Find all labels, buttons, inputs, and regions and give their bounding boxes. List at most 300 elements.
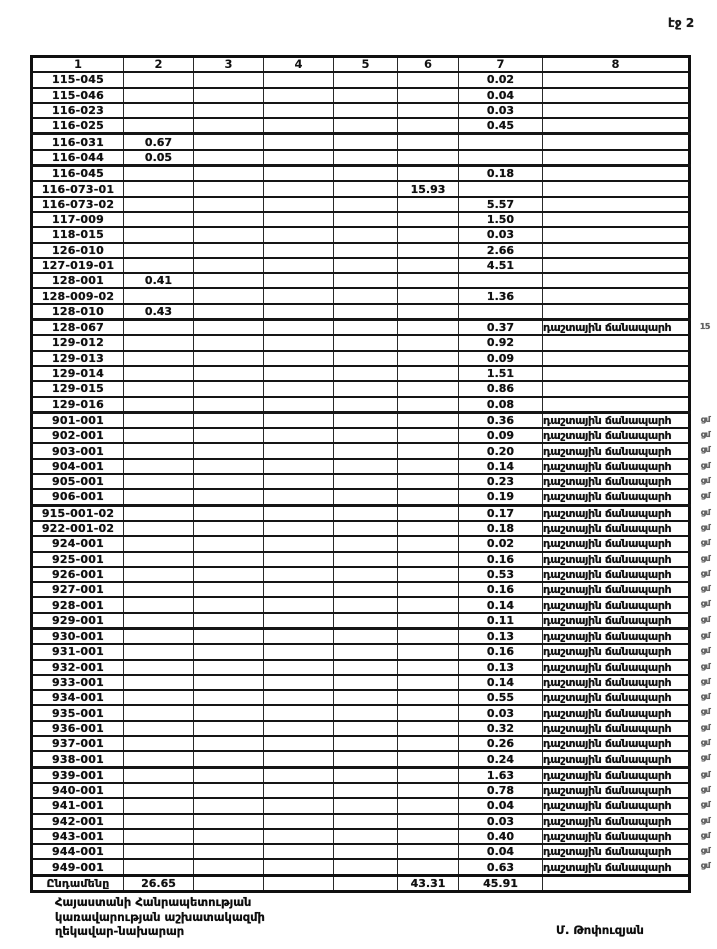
- value-cell: [459, 767, 543, 783]
- value-cell: [194, 443, 264, 458]
- value-cell: [124, 721, 194, 736]
- margin-mark: ցմ: [700, 738, 710, 748]
- value-cell: [398, 690, 459, 705]
- value-cell: [194, 597, 264, 612]
- annotation-cell: [543, 103, 690, 118]
- value-cell: [264, 181, 334, 196]
- land-code-cell: [32, 88, 124, 103]
- land-code-cell: [32, 150, 124, 166]
- cell-text: 4.51: [486, 259, 515, 272]
- value-cell: [459, 227, 543, 242]
- value-cell: [398, 597, 459, 612]
- cell-text: 128-010: [52, 304, 104, 318]
- margin-mark: ցմ: [700, 646, 710, 656]
- cell-text: դաշտային ճանապարհ: [543, 475, 672, 489]
- annotation-cell: [543, 521, 710, 536]
- value-cell: [334, 88, 398, 103]
- value-cell: [459, 567, 543, 582]
- value-cell: [398, 288, 459, 303]
- value-cell: [459, 243, 543, 258]
- value-cell: [194, 844, 264, 859]
- value-cell: [264, 150, 334, 166]
- value-cell: [398, 552, 459, 567]
- value-cell: [264, 505, 334, 521]
- value-cell: [264, 134, 334, 150]
- cell-text: 937-001: [52, 737, 104, 751]
- cell-text: 939-001: [52, 768, 104, 782]
- table-row: [32, 197, 690, 212]
- value-cell: [398, 521, 459, 536]
- value-cell: [459, 751, 543, 767]
- value-cell: [124, 628, 194, 644]
- cell-text: 0.37: [486, 321, 515, 335]
- margin-mark: ցմ: [700, 599, 710, 609]
- value-cell: [194, 72, 264, 87]
- value-cell: [459, 597, 543, 612]
- value-cell: [334, 814, 398, 829]
- value-cell: [459, 552, 543, 567]
- value-cell: [194, 197, 264, 212]
- value-cell: [459, 829, 543, 844]
- cell-text: դաշտային ճանապարհ: [543, 768, 672, 782]
- value-cell: [194, 751, 264, 767]
- annotation-cell: [543, 227, 690, 242]
- value-cell: [398, 721, 459, 736]
- value-cell: [334, 72, 398, 87]
- value-cell: [334, 736, 398, 751]
- value-cell: [264, 412, 334, 428]
- table-row: [32, 72, 690, 87]
- value-cell: [334, 829, 398, 844]
- value-cell: [194, 381, 264, 396]
- value-cell: [194, 521, 264, 536]
- value-cell: [124, 381, 194, 396]
- value-cell: [459, 644, 543, 659]
- value-cell: [264, 628, 334, 644]
- cell-text: 944-001: [52, 845, 104, 859]
- value-cell: [194, 118, 264, 134]
- cell-text: 0.02: [486, 537, 515, 551]
- value-cell: [264, 459, 334, 474]
- land-code-cell: [32, 536, 124, 551]
- cell-text: 940-001: [52, 784, 104, 798]
- value-cell: [194, 181, 264, 196]
- value-cell: [459, 798, 543, 813]
- annotation-cell: [543, 552, 710, 567]
- value-cell: [459, 505, 543, 521]
- cell-text: 129-014: [52, 367, 104, 381]
- annotation-cell: [543, 536, 710, 551]
- cell-text: 129-013: [52, 351, 104, 365]
- value-cell: [334, 243, 398, 258]
- value-cell: [334, 134, 398, 150]
- cell-text: 129-015: [52, 382, 104, 396]
- value-cell: [264, 705, 334, 720]
- value-cell: [334, 459, 398, 474]
- value-cell: [459, 134, 543, 150]
- annotation-cell: [543, 443, 710, 458]
- value-cell: [194, 736, 264, 751]
- land-code-cell: [32, 351, 124, 366]
- value-cell: [459, 459, 543, 474]
- value-cell: [264, 258, 334, 273]
- value-cell: [334, 103, 398, 118]
- value-cell: [334, 783, 398, 798]
- value-cell: [459, 613, 543, 629]
- footer-line: ղեկավար-նախարար: [55, 924, 185, 939]
- cell-text: 0.24: [486, 752, 515, 766]
- annotation-cell: [543, 381, 690, 396]
- value-cell: [194, 474, 264, 489]
- value-cell: [264, 304, 334, 320]
- total-value-cell: 26.65: [124, 875, 194, 891]
- land-code-cell: [32, 288, 124, 303]
- value-cell: [194, 783, 264, 798]
- value-cell: [264, 118, 334, 134]
- value-cell: [194, 258, 264, 273]
- value-cell: [194, 366, 264, 381]
- cell-text: 115-046: [52, 88, 104, 102]
- cell-text: 0.16: [486, 583, 515, 597]
- value-cell: [124, 844, 194, 859]
- value-cell: [264, 859, 334, 875]
- table-row: [32, 88, 690, 103]
- annotation-cell: [543, 567, 710, 582]
- value-cell: [398, 474, 459, 489]
- value-cell: [194, 459, 264, 474]
- cell-text: դաշտային ճանապարհ: [543, 583, 672, 597]
- margin-mark: ցմ: [700, 630, 710, 640]
- table-row: [32, 474, 690, 489]
- value-cell: [124, 397, 194, 413]
- land-code-cell: [32, 335, 124, 350]
- table-row: [32, 366, 690, 381]
- signatory-name: Մ. Թոփուզյան: [556, 923, 644, 937]
- cell-text: 0.09: [486, 429, 515, 443]
- value-cell: [398, 397, 459, 413]
- value-cell: [124, 459, 194, 474]
- value-cell: [194, 675, 264, 690]
- annotation-cell: [543, 273, 690, 288]
- value-cell: [264, 88, 334, 103]
- value-cell: [398, 859, 459, 875]
- value-cell: [459, 381, 543, 396]
- value-cell: [459, 258, 543, 273]
- value-cell: [264, 243, 334, 258]
- value-cell: [194, 628, 264, 644]
- cell-text: 0.09: [486, 351, 515, 365]
- table-row: [32, 412, 690, 428]
- margin-mark: ցմ: [700, 430, 710, 440]
- value-cell: [459, 783, 543, 798]
- value-cell: [459, 814, 543, 829]
- value-cell: [264, 489, 334, 505]
- cell-text: 932-001: [52, 660, 104, 674]
- value-cell: [264, 582, 334, 597]
- value-cell: [264, 72, 334, 87]
- land-code-cell: [32, 166, 124, 182]
- land-code-cell: [32, 844, 124, 859]
- value-cell: [124, 443, 194, 458]
- value-cell: [124, 227, 194, 242]
- value-cell: [124, 150, 194, 166]
- value-cell: [398, 505, 459, 521]
- value-cell: [398, 660, 459, 675]
- column-header: 4: [264, 57, 334, 73]
- value-cell: [124, 134, 194, 150]
- cell-text: 0.14: [486, 676, 515, 690]
- total-value-cell: [334, 875, 398, 891]
- value-cell: [334, 197, 398, 212]
- land-code-cell: [32, 212, 124, 227]
- value-cell: [459, 721, 543, 736]
- land-code-cell: [32, 118, 124, 134]
- total-value-cell: [264, 875, 334, 891]
- value-cell: [334, 505, 398, 521]
- value-cell: [124, 552, 194, 567]
- value-cell: [334, 705, 398, 720]
- value-cell: [334, 536, 398, 551]
- margin-mark: ցմ: [700, 414, 710, 424]
- table-row: [32, 166, 690, 182]
- cell-text: դաշտային ճանապարհ: [543, 537, 672, 551]
- page-number: էջ 2: [668, 16, 695, 30]
- value-cell: [194, 397, 264, 413]
- value-cell: [194, 150, 264, 166]
- annotation-cell: [543, 829, 710, 844]
- value-cell: [264, 736, 334, 751]
- cell-text: դաշտային ճանապարհ: [543, 613, 672, 627]
- margin-mark: ցմ: [700, 553, 710, 563]
- table-row: [32, 381, 690, 396]
- value-cell: [334, 597, 398, 612]
- table-row: [32, 767, 690, 783]
- footer-line: կառավարության աշխատակազմի: [55, 909, 265, 924]
- cell-text: 127-019-01: [41, 259, 115, 272]
- margin-mark: ցմ: [700, 661, 710, 671]
- value-cell: [264, 751, 334, 767]
- cell-text: 0.03: [486, 104, 515, 118]
- cell-text: 905-001: [52, 475, 104, 489]
- value-cell: [459, 150, 543, 166]
- value-cell: [334, 320, 398, 336]
- value-cell: [334, 613, 398, 629]
- value-cell: [124, 597, 194, 612]
- column-header: 6: [398, 57, 459, 73]
- value-cell: [124, 644, 194, 659]
- cell-text: դաշտային ճանապարհ: [543, 814, 672, 828]
- annotation-cell: [543, 72, 690, 87]
- annotation-cell: [543, 397, 690, 413]
- value-cell: [194, 166, 264, 182]
- value-cell: [334, 351, 398, 366]
- cell-text: 2.66: [486, 243, 515, 257]
- table-row: [32, 675, 690, 690]
- land-code-cell: [32, 582, 124, 597]
- cell-text: 904-001: [52, 459, 104, 473]
- value-cell: [459, 844, 543, 859]
- value-cell: [334, 273, 398, 288]
- cell-text: դաշտային ճանապարհ: [543, 691, 672, 705]
- table-row: [32, 103, 690, 118]
- cell-text: 901-001: [52, 413, 104, 427]
- cell-text: դաշտային ճանապարհ: [543, 444, 672, 458]
- cell-text: 0.16: [486, 645, 515, 659]
- cell-text: 0.11: [486, 613, 515, 627]
- margin-mark: ցմ: [700, 722, 710, 732]
- value-cell: [334, 859, 398, 875]
- value-cell: [459, 181, 543, 196]
- value-cell: [334, 628, 398, 644]
- cell-text: դաշտային ճանապարհ: [543, 752, 672, 766]
- cell-text: 927-001: [52, 583, 104, 597]
- margin-mark: ցմ: [700, 476, 710, 486]
- cell-text: դաշտային ճանապարհ: [543, 413, 672, 427]
- margin-mark: 15: [699, 322, 710, 332]
- value-cell: [194, 613, 264, 629]
- value-cell: [194, 103, 264, 118]
- value-cell: [398, 536, 459, 551]
- cell-text: դաշտային ճանապարհ: [543, 829, 672, 843]
- value-cell: [459, 288, 543, 303]
- value-cell: [398, 428, 459, 443]
- cell-text: 928-001: [52, 598, 104, 612]
- cell-text: 934-001: [52, 691, 104, 705]
- annotation-cell: [543, 304, 690, 320]
- value-cell: [459, 335, 543, 350]
- cell-text: 0.14: [486, 459, 515, 473]
- cell-text: 0.13: [486, 630, 515, 644]
- value-cell: [459, 103, 543, 118]
- table-row: [32, 721, 690, 736]
- value-cell: [194, 829, 264, 844]
- cell-text: 116-044: [52, 150, 104, 164]
- value-cell: [459, 443, 543, 458]
- land-code-cell: [32, 751, 124, 767]
- cell-text: 116-025: [52, 119, 104, 133]
- value-cell: [334, 428, 398, 443]
- land-code-cell: [32, 72, 124, 87]
- cell-text: դաշտային ճանապարհ: [543, 721, 672, 735]
- land-code-cell: [32, 381, 124, 396]
- annotation-cell: [543, 288, 690, 303]
- cell-text: 129-012: [52, 336, 104, 350]
- land-code-cell: [32, 675, 124, 690]
- cell-text: 129-016: [52, 397, 104, 411]
- value-cell: [194, 412, 264, 428]
- cell-text: 0.67: [144, 135, 173, 149]
- cell-text: 0.02: [486, 73, 515, 87]
- column-header: 7: [459, 57, 543, 73]
- annotation-cell: [543, 134, 690, 150]
- value-cell: [194, 767, 264, 783]
- table-row: [32, 397, 690, 413]
- value-cell: [334, 227, 398, 242]
- cell-text: դաշտային ճանապարհ: [543, 490, 672, 504]
- value-cell: [124, 613, 194, 629]
- value-cell: [124, 258, 194, 273]
- value-cell: [334, 552, 398, 567]
- value-cell: [334, 474, 398, 489]
- table-row: [32, 181, 690, 196]
- value-cell: [398, 798, 459, 813]
- table-row: [32, 644, 690, 659]
- value-cell: [124, 288, 194, 303]
- value-cell: [398, 489, 459, 505]
- value-cell: [124, 690, 194, 705]
- annotation-cell: [543, 751, 710, 767]
- value-cell: [334, 258, 398, 273]
- land-code-cell: [32, 644, 124, 659]
- cell-text: 0.63: [486, 860, 515, 874]
- value-cell: [334, 212, 398, 227]
- value-cell: [334, 751, 398, 767]
- cell-text: դաշտային ճանապարհ: [543, 522, 672, 536]
- value-cell: [124, 72, 194, 87]
- value-cell: [398, 134, 459, 150]
- cell-text: 116-045: [52, 167, 104, 181]
- margin-mark: ցմ: [700, 538, 710, 548]
- value-cell: [264, 690, 334, 705]
- value-cell: [124, 767, 194, 783]
- land-code-cell: [32, 134, 124, 150]
- value-cell: [334, 443, 398, 458]
- cell-text: 926-001: [52, 567, 104, 581]
- cell-text: 116-023: [52, 104, 104, 118]
- value-cell: [398, 166, 459, 182]
- table-row: [32, 783, 690, 798]
- value-cell: [459, 660, 543, 675]
- table-row: [32, 751, 690, 767]
- value-cell: [459, 351, 543, 366]
- value-cell: [264, 521, 334, 536]
- cell-text: դաշտային ճանապարհ: [543, 459, 672, 473]
- table-row: [32, 628, 690, 644]
- value-cell: [264, 397, 334, 413]
- value-cell: [124, 181, 194, 196]
- table-row: [32, 304, 690, 320]
- annotation-cell: [543, 335, 690, 350]
- table-row: [32, 459, 690, 474]
- table-row: [32, 351, 690, 366]
- value-cell: [194, 567, 264, 582]
- margin-mark: ցմ: [700, 676, 710, 686]
- value-cell: [194, 88, 264, 103]
- value-cell: [334, 660, 398, 675]
- cell-text: 942-001: [52, 814, 104, 828]
- cell-text: 0.19: [486, 490, 515, 504]
- value-cell: [398, 181, 459, 196]
- land-code-cell: [32, 597, 124, 612]
- total-value-cell: [543, 875, 690, 891]
- annotation-cell: [543, 844, 710, 859]
- annotation-cell: [543, 459, 710, 474]
- cell-text: 0.41: [144, 274, 173, 288]
- value-cell: [459, 197, 543, 212]
- table-row: [32, 335, 690, 350]
- annotation-cell: [543, 597, 710, 612]
- value-cell: [459, 273, 543, 288]
- cell-text: 925-001: [52, 552, 104, 566]
- value-cell: [398, 582, 459, 597]
- value-cell: [194, 814, 264, 829]
- value-cell: [124, 814, 194, 829]
- value-cell: [334, 366, 398, 381]
- value-cell: [194, 552, 264, 567]
- value-cell: [334, 181, 398, 196]
- value-cell: [194, 705, 264, 720]
- annotation-cell: [543, 705, 710, 720]
